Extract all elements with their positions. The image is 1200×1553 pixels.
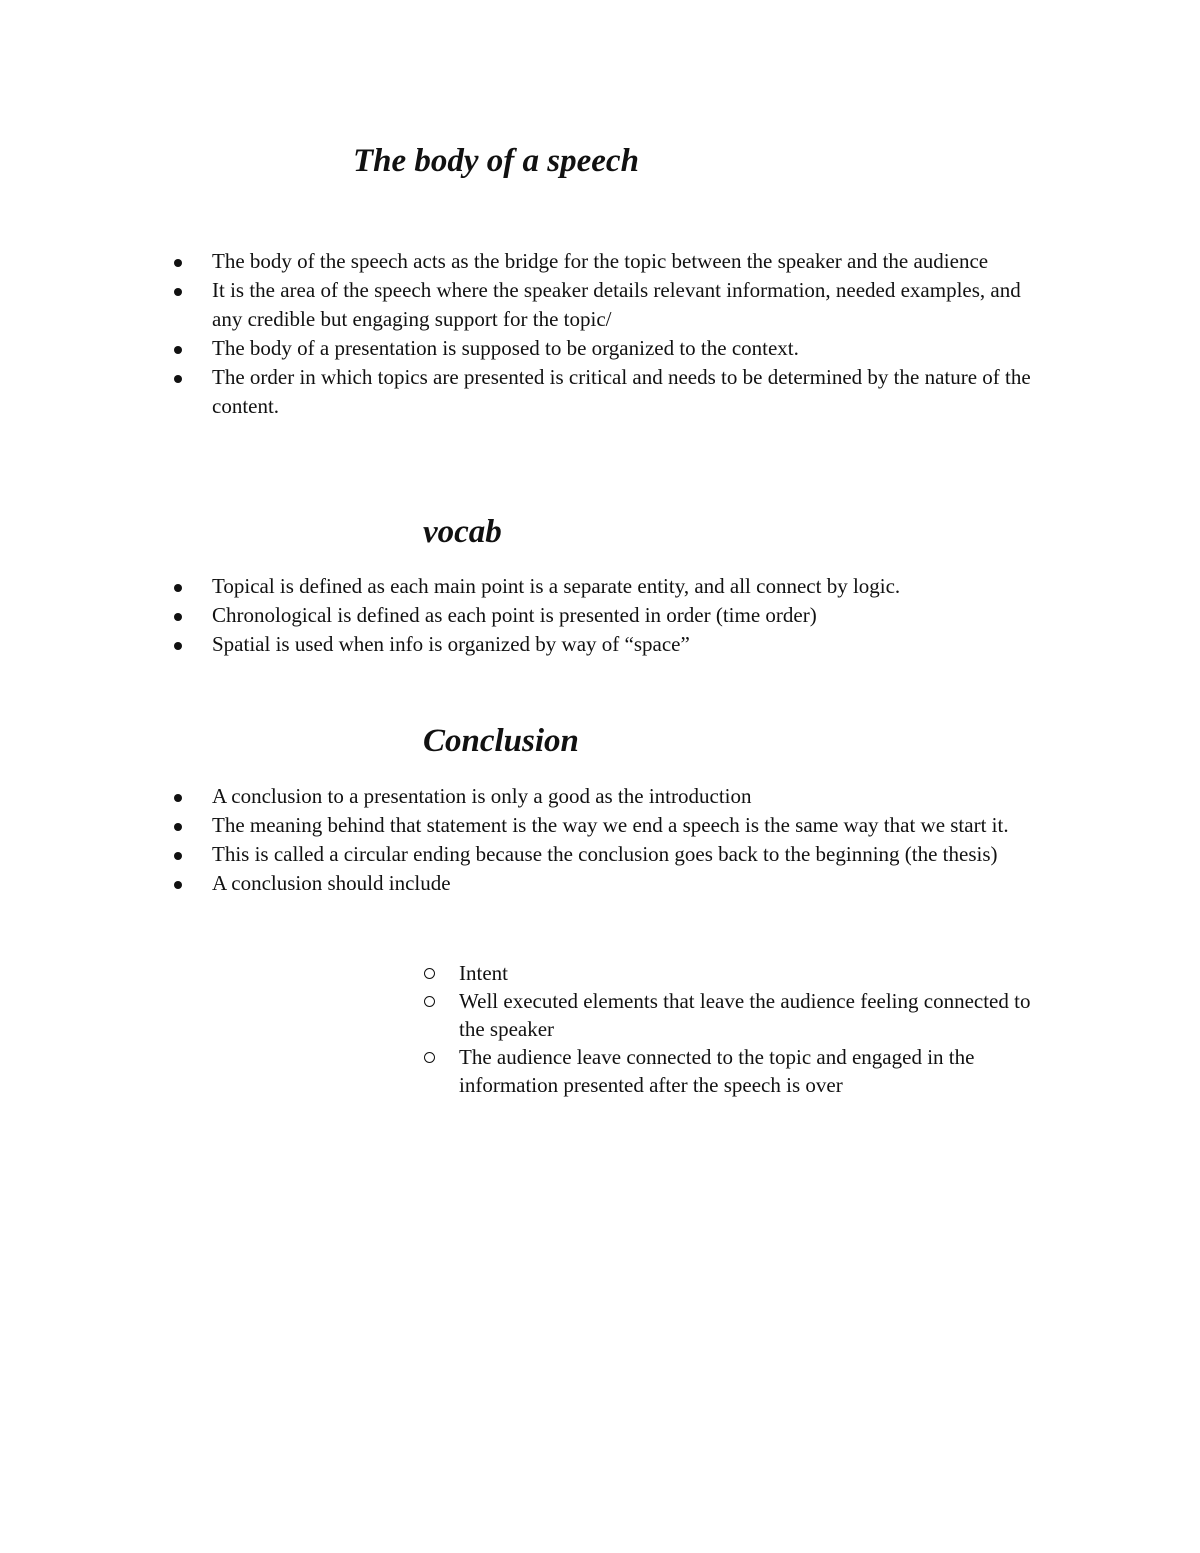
- list-item: [0, 811, 1052, 840]
- bullet-dot-icon: [174, 259, 182, 267]
- hollow-circle-bullet-icon: [424, 996, 435, 1007]
- list-item: [0, 840, 1052, 869]
- list-item: [0, 276, 1052, 334]
- section-heading-conclusion: Conclusion: [423, 723, 579, 759]
- bullet-dot-icon: [174, 288, 182, 296]
- list-item-text: The meaning behind that statement is the way we end a speech is the same way that we start it.: [212, 813, 1009, 837]
- bullet-dot-icon: [174, 642, 182, 650]
- bullet-dot-icon: [174, 881, 182, 889]
- section-heading-body: The body of a speech: [353, 143, 639, 179]
- list-item: [0, 782, 1052, 811]
- bullet-dot-icon: [174, 346, 182, 354]
- list-item-text: The order in which topics are presented is critical and needs to be determined by the nature of the content.: [212, 365, 1031, 418]
- list-item-text: The body of a presentation is supposed to be organized to the context.: [212, 336, 799, 360]
- sub-list-item-text: Intent: [459, 961, 508, 985]
- bullet-dot-icon: [174, 794, 182, 802]
- bullet-dot-icon: [174, 375, 182, 383]
- list-item-text: Chronological is defined as each point is presented in order (time order): [212, 603, 817, 627]
- list-item: [0, 247, 1052, 276]
- list-item-text: This is called a circular ending because the conclusion goes back to the beginning (the thesis): [212, 842, 998, 866]
- list-item: [0, 363, 1052, 421]
- bullet-dot-icon: [174, 584, 182, 592]
- section-heading-vocab: vocab: [423, 514, 502, 550]
- list-item: [0, 572, 1052, 601]
- list-item-text: It is the area of the speech where the speaker details relevant information, needed examples, and any credible but engaging support for the topic/: [212, 278, 1021, 331]
- bullet-dot-icon: [174, 613, 182, 621]
- conclusion-bullet-list: [0, 782, 1200, 898]
- list-item: [0, 334, 1052, 363]
- list-item: [0, 630, 1052, 659]
- list-item: [0, 869, 1052, 898]
- list-item-text: Topical is defined as each main point is a separate entity, and all connect by logic.: [212, 574, 901, 598]
- list-item-text: A conclusion to a presentation is only a good as the introduction: [212, 784, 752, 808]
- sub-list-item: [0, 1043, 1049, 1099]
- list-item-text: Spatial is used when info is organized by way of “space”: [212, 632, 690, 656]
- bullet-dot-icon: [174, 823, 182, 831]
- list-item-text: The body of the speech acts as the bridge for the topic between the speaker and the audience: [212, 249, 989, 273]
- conclusion-sub-bullet-list: [0, 959, 1200, 1099]
- list-item-text: A conclusion should include: [212, 871, 451, 895]
- hollow-circle-bullet-icon: [424, 1052, 435, 1063]
- sub-list-item-text: The audience leave connected to the topic and engaged in the information presented after the speech is over: [459, 1045, 975, 1097]
- list-item: [0, 601, 1052, 630]
- hollow-circle-bullet-icon: [424, 968, 435, 979]
- sub-list-item: [0, 987, 1049, 1043]
- body-bullet-list: [0, 247, 1200, 421]
- sub-list-item: [0, 959, 1049, 987]
- vocab-bullet-list: [0, 572, 1200, 659]
- sub-list-item-text: Well executed elements that leave the audience feeling connected to the speaker: [459, 989, 1031, 1041]
- conclusion-sub-list-container: [0, 959, 1200, 1099]
- bullet-dot-icon: [174, 852, 182, 860]
